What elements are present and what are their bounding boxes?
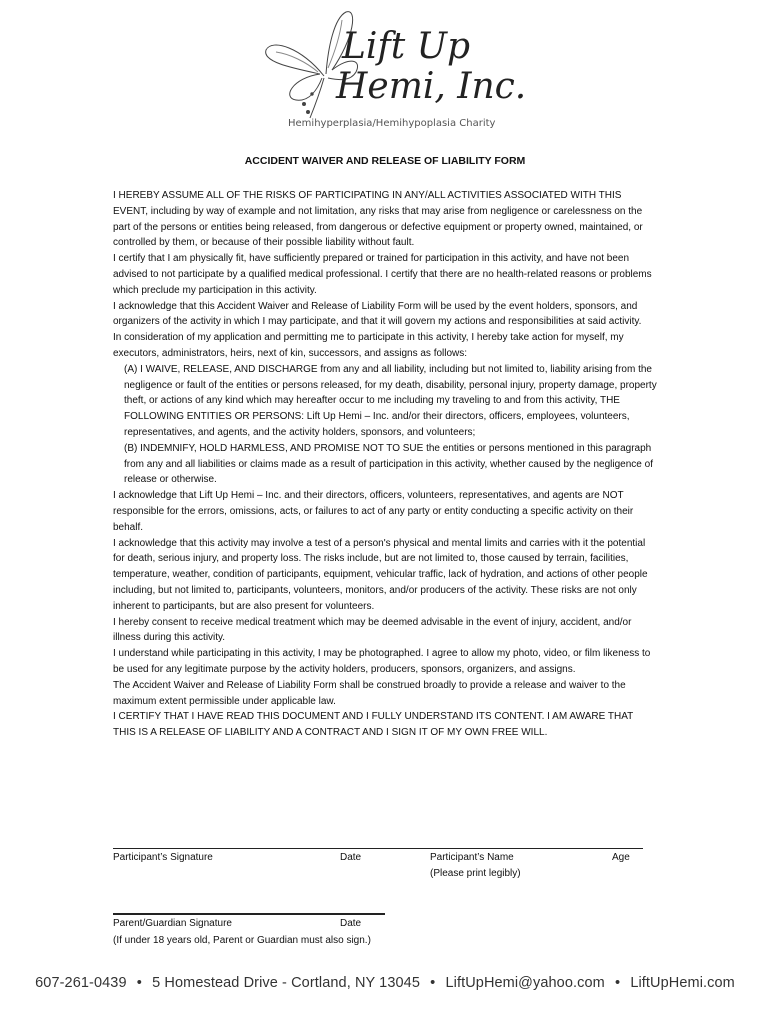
waiver-body <box>113 188 658 741</box>
form-title: ACCIDENT WAIVER AND RELEASE OF LIABILITY FORM <box>244 155 526 167</box>
paragraph-photo-release: I understand while participating in this activity, I may be photographed. I agree to allow my photo, video, or film likeness to be used for any legitimate purpose by the activity holders, producers, sponsors, organizers, and assigns. <box>113 648 651 675</box>
footer-website: LiftUpHemi.com <box>630 975 735 991</box>
bullet-separator: • <box>614 975 621 991</box>
footer-email: LiftUpHemi@yahoo.com <box>445 975 605 991</box>
paragraph-acknowledge-use: I acknowledge that this Accident Waiver and Release of Liability Form will be used by the event holders, sponsors, and organizers of the activity in which I may participate, and that it will govern my actions and responsibilities at said activity. <box>113 300 642 328</box>
print-note: (Please print legibly) <box>430 868 521 879</box>
paragraph-assumption-of-risk: I HEREBY ASSUME ALL OF THE RISKS OF PARTICIPATING IN ANY/ALL ACTIVITIES ASSOCIATED WITH THIS EVENT, including by way of example and not limitation, any risks that may arise from negligence or carelessness on the part of the persons or entities being released, from dangerous or defective equipment or property owned, maintained, or controlled by them, or because of their possible liability without fault. <box>113 190 643 249</box>
age-label: Age <box>612 852 630 863</box>
paragraph-certify: I CERTIFY THAT I HAVE READ THIS DOCUMENT AND I FULLY UNDERSTAND ITS CONTENT. I AM AWARE THAT THIS IS A RELEASE OF LIABILITY AND A CONTRACT AND I SIGN IT OF MY OWN FREE WILL. <box>113 711 634 739</box>
guardian-signature-label: Parent/Guardian Signature <box>113 918 232 929</box>
paragraph-indemnify: (B) INDEMNIFY, HOLD HARMLESS, AND PROMISE NOT TO SUE the entities or persons mentioned in this paragraph from any and all liabilities or claims made as a result of participation in this activity, whether caused by the negligence of release or otherwise. <box>124 442 653 486</box>
tagline: Hemihyperplasia/Hemihypoplasia Charity <box>288 118 496 129</box>
bullet-separator: • <box>430 975 436 991</box>
paragraph-waive-release: (A) I WAIVE, RELEASE, AND DISCHARGE from any and all liability, including but not limited to, liability arising from the negligence or fault of the entities or persons released, for my death, disability, personal injury, property damage, property theft, or actions of any kind which may hereafter occur to me including my traveling to and from this activity, THE FOLLOWING ENTITIES OR PERSONS: Lift Up Hemi – Inc. and/or their directors, officers, employees, volunteers, representatives, and agents, and the activity holders, sponsors, and volunteers; <box>124 363 657 438</box>
paragraph-fitness: I certify that I am physically fit, have sufficiently prepared or trained for participation in this activity, and have not been advised to not participate by a qualified medical professional. I certify that there are no health-related reasons or problems which preclude my participation in this activity. <box>113 253 652 296</box>
footer-contact <box>0 975 770 991</box>
participant-name-label: Participant’s Name <box>430 852 514 863</box>
guardian-date-label: Date <box>340 918 362 929</box>
logo <box>262 8 527 134</box>
paragraph-consideration: In consideration of my application and permitting me to participate in this activity, I hereby take action for myself, my executors, administrators, heirs, next of kin, successors, and assigns as follows: <box>113 332 624 359</box>
paragraph-medical-consent: I hereby consent to receive medical treatment which may be deemed advisable in the event of injury, accident, and/or illness during this activity. <box>113 616 632 644</box>
paragraph-construed: The Accident Waiver and Release of Liability Form shall be construed broadly to provide a release and waiver to the maximum extent permissible under applicable law. <box>113 679 626 707</box>
participant-signature-line[interactable] <box>113 848 643 849</box>
guardian-note: (If under 18 years old, Parent or Guardian must also sign.) <box>113 935 371 946</box>
brand-name-line2: Hemi, Inc. <box>336 66 527 107</box>
paragraph-not-responsible: I acknowledge that Lift Up Hemi – Inc. and their directors, officers, volunteers, representatives, and agents are NOT responsible for the errors, omissions, acts, or failures to act of any party or entity conducting a specific activity on their behalf. <box>113 490 634 533</box>
participant-signature-label: Participant’s Signature <box>113 852 213 863</box>
footer-address: 5 Homestead Drive - Cortland, NY 13045 <box>152 975 420 991</box>
guardian-signature-line[interactable] <box>113 913 385 915</box>
date-label: Date <box>340 852 362 863</box>
brand-name-line1: Lift Up <box>342 26 471 67</box>
bullet-separator: • <box>136 975 142 991</box>
paragraph-risks: I acknowledge that this activity may involve a test of a person's physical and mental limits and carries with it the potential for death, serious injury, and property loss. The risks include, but are not limited to, those caused by terrain, facilities, temperature, weather, condition of participants, equipment, vehicular traffic, lack of hydration, and actions of other people including, but not limited to, participants, volunteers, monitors, and/or producers of the activity. These risks are not only inherent to participants, but are also present for volunteers. <box>113 537 648 612</box>
footer-phone: 607-261-0439 <box>35 975 127 991</box>
